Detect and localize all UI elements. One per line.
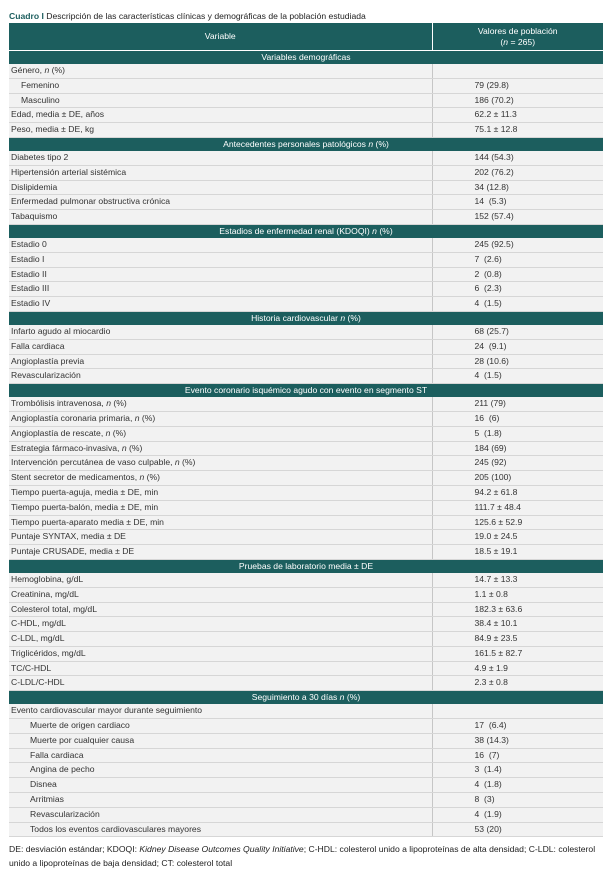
row-label [9, 617, 432, 632]
row-label-italic: n [121, 442, 127, 453]
row-label-text: Disnea [30, 779, 57, 790]
section-header-row [9, 224, 603, 238]
row-value [432, 78, 603, 93]
row-label-text: C-LDL/C-HDL [11, 677, 65, 688]
row-label-text: C-LDL, mg/dL [11, 633, 65, 644]
row-value-text: 28 (10.6) [474, 355, 509, 366]
row-label-text: Intervención percutánea de vaso culpable, [11, 457, 175, 468]
section-title-text: Pruebas de laboratorio media ± DE [238, 560, 374, 571]
table-row [9, 719, 603, 734]
section-title [9, 691, 603, 705]
row-label-text: Diabetes tipo 2 [11, 151, 69, 162]
header-values-open: ( [500, 36, 504, 47]
table-row [9, 515, 603, 530]
row-label [9, 763, 432, 778]
row-label-text: Todos los eventos cardiovasculares mayores [30, 823, 202, 834]
row-label-text: Enfermedad pulmonar obstructiva crónica [11, 196, 171, 207]
table-row [9, 573, 603, 587]
row-value [432, 165, 603, 180]
row-value-text: 4.9 ± 1.9 [474, 662, 508, 673]
header-values [432, 23, 603, 51]
row-label [9, 676, 432, 691]
row-value-text: 184 (69) [474, 442, 507, 453]
table-row [9, 252, 603, 267]
row-value [432, 93, 603, 108]
row-label-suffix: (%) [126, 442, 143, 453]
section-title-suffix: (%) [373, 138, 389, 149]
row-value-text: 8 (3) [474, 794, 495, 805]
row-value [432, 456, 603, 471]
header-row [9, 23, 603, 51]
row-label-text: Infarto agudo al miocardio [11, 325, 111, 336]
row-value-text: 152 (57.4) [474, 211, 514, 222]
section-title-text: Variables demográficas [261, 52, 351, 62]
row-label-text: Evento cardiovascular mayor durante seguimiento [11, 705, 203, 716]
row-value [432, 573, 603, 587]
table-row [9, 485, 603, 500]
row-label [9, 151, 432, 165]
row-value [432, 485, 603, 500]
row-value [432, 369, 603, 384]
footnote-italic: Kidney Disease Outcomes Quality Initiative [139, 844, 304, 855]
table-row [9, 210, 603, 225]
row-label-text: Muerte por cualquier causa [30, 734, 135, 745]
row-label [9, 471, 432, 486]
header-variable: Variable [9, 23, 432, 51]
table-row [9, 763, 603, 778]
row-value-text: 16 (6) [474, 412, 500, 423]
row-value [432, 441, 603, 456]
row-value-text: 144 (54.3) [474, 151, 514, 162]
row-label-text: Masculino [21, 94, 60, 105]
table-row [9, 704, 603, 718]
row-label-text: Peso, media ± DE, kg [11, 124, 95, 135]
row-value [432, 763, 603, 778]
row-label [9, 733, 432, 748]
row-label-text: Estadio IV [11, 298, 51, 309]
row-label-italic: n [134, 412, 140, 423]
caption-label: Cuadro I [9, 11, 44, 21]
row-value [432, 632, 603, 647]
row-label-text: Triglicéridos, mg/dL [11, 647, 86, 658]
section-header-row [9, 559, 603, 573]
table-row [9, 151, 603, 165]
row-label [9, 78, 432, 93]
table-row [9, 238, 603, 252]
table-row [9, 793, 603, 808]
row-label-text: Estadio II [11, 268, 47, 279]
table-row [9, 456, 603, 471]
table-row [9, 297, 603, 312]
table-container [9, 10, 603, 870]
row-value [432, 339, 603, 354]
table-row [9, 78, 603, 93]
row-value [432, 151, 603, 165]
row-value [432, 748, 603, 763]
row-value [432, 778, 603, 793]
row-label-suffix: (%) [110, 427, 127, 438]
table-row [9, 617, 603, 632]
row-label [9, 297, 432, 312]
table-row [9, 282, 603, 297]
row-label [9, 632, 432, 647]
row-label-text: Revascularización [30, 808, 100, 819]
table-row [9, 354, 603, 369]
row-label-text: Género, [11, 65, 45, 75]
row-label [9, 661, 432, 676]
row-value [432, 108, 603, 123]
row-value-text: 161.5 ± 82.7 [474, 647, 523, 658]
row-value [432, 426, 603, 441]
row-label [9, 587, 432, 602]
row-value-text: 182.3 ± 63.6 [474, 603, 523, 614]
table-row [9, 397, 603, 411]
table-row [9, 530, 603, 545]
row-value-text: 84.9 ± 23.5 [474, 633, 518, 644]
row-label [9, 180, 432, 195]
row-label-italic: n [106, 398, 111, 409]
row-value [432, 500, 603, 515]
row-label [9, 515, 432, 530]
table-row [9, 602, 603, 617]
table-row [9, 822, 603, 837]
row-value [432, 719, 603, 734]
row-value-text: 94.2 ± 61.8 [474, 486, 518, 497]
section-title [9, 224, 603, 238]
table-row [9, 411, 603, 426]
row-label [9, 397, 432, 411]
row-label [9, 573, 432, 587]
row-value-text: 24 (9.1) [474, 340, 507, 351]
caption-text: Descripción de las características clínicas y demográficas de la población estudiada [46, 11, 366, 21]
row-value-text: 34 (12.8) [474, 181, 509, 192]
row-label-suffix: (%) [144, 472, 161, 483]
row-label-text: Femenino [21, 79, 60, 90]
row-label-text: TC/C-HDL [11, 662, 52, 673]
row-label-text: Edad, media ± DE, años [11, 109, 105, 120]
footnote-text-1: DE: desviación estándar; KDOQI: [9, 844, 140, 855]
row-value-text: 17 (6.4) [474, 720, 507, 731]
table-row [9, 267, 603, 282]
row-value-text: 111.7 ± 48.4 [474, 501, 521, 512]
section-title [9, 384, 603, 398]
row-label [9, 793, 432, 808]
row-value [432, 252, 603, 267]
row-label [9, 339, 432, 354]
row-value-text: 125.6 ± 52.9 [474, 516, 523, 527]
row-label [9, 411, 432, 426]
row-value-text: 4 (1.5) [474, 298, 502, 309]
table-row [9, 441, 603, 456]
row-value-text: 245 (92) [474, 457, 507, 468]
row-value [432, 238, 603, 252]
row-value-text: 245 (92.5) [474, 238, 514, 249]
row-label [9, 123, 432, 138]
row-label-text: Estadio III [11, 283, 50, 294]
row-label [9, 325, 432, 339]
row-label [9, 238, 432, 252]
row-value-text: 6 (2.3) [474, 283, 502, 294]
row-value-text: 4 (1.5) [474, 370, 502, 381]
row-label [9, 441, 432, 456]
row-value-text: 79 (29.8) [474, 79, 509, 90]
row-label-text: Tiempo puerta-aguja, media ± DE, min [11, 486, 159, 497]
section-title [9, 137, 603, 151]
table-row [9, 426, 603, 441]
row-value-text: 16 (7) [474, 749, 500, 760]
row-value-text: 202 (76.2) [474, 166, 514, 177]
row-label-text: Creatinina, mg/dL [11, 588, 79, 599]
row-value [432, 676, 603, 691]
table-row [9, 339, 603, 354]
row-label [9, 282, 432, 297]
row-value [432, 267, 603, 282]
table-row [9, 325, 603, 339]
header-values-n: n [503, 36, 509, 47]
row-value-text: 186 (70.2) [474, 94, 514, 105]
row-label-text: C-HDL, mg/dL [11, 618, 66, 629]
row-label [9, 93, 432, 108]
section-title-text: Historia cardiovascular [251, 312, 341, 323]
row-value-text: 75.1 ± 12.8 [474, 124, 518, 135]
row-value [432, 602, 603, 617]
row-value-text: 18.5 ± 19.1 [474, 546, 518, 557]
row-value-text: 62.2 ± 11.3 [474, 109, 517, 120]
row-label-text: Stent secretor de medicamentos, [11, 472, 140, 483]
table-row [9, 180, 603, 195]
row-value-text: 1.1 ± 0.8 [474, 588, 508, 599]
footnote [9, 843, 605, 870]
row-value [432, 210, 603, 225]
row-value-text: 38 (14.3) [474, 734, 509, 745]
row-value [432, 807, 603, 822]
row-value [432, 282, 603, 297]
header-values-line1: Valores de población [477, 25, 558, 36]
row-label [9, 545, 432, 560]
row-label [9, 778, 432, 793]
row-value-text: 4 (1.9) [474, 808, 502, 819]
row-label [9, 108, 432, 123]
table-row [9, 587, 603, 602]
row-label-text: Trombólisis intravenosa, [11, 398, 107, 409]
table-row [9, 676, 603, 691]
section-title-italic: n [340, 312, 346, 323]
row-label-suffix: (%) [179, 457, 196, 468]
section-title-suffix: (%) [345, 312, 361, 323]
row-value-text: 205 (100) [474, 472, 512, 483]
row-value-text: 7 (2.6) [474, 253, 502, 264]
table-row [9, 646, 603, 661]
row-value-text: 38.4 ± 10.1 [474, 618, 518, 629]
row-label-text: Tabaquismo [11, 211, 58, 222]
row-value [432, 515, 603, 530]
row-value [432, 180, 603, 195]
row-label-text: Tiempo puerta-balón, media ± DE, min [11, 501, 159, 512]
section-title-suffix: (%) [376, 225, 393, 236]
row-label [9, 530, 432, 545]
row-value [432, 793, 603, 808]
table-row [9, 369, 603, 384]
table-row [9, 108, 603, 123]
row-label [9, 748, 432, 763]
row-label-italic: n [139, 472, 145, 483]
row-value-text: 19.0 ± 24.5 [474, 531, 518, 542]
row-value [432, 64, 603, 78]
section-title-italic: n [372, 225, 377, 236]
row-value [432, 297, 603, 312]
table-row [9, 500, 603, 515]
row-label-text: Estadio I [11, 253, 45, 264]
row-label [9, 64, 432, 78]
table-row [9, 471, 603, 486]
row-label-suffix: (%) [49, 65, 65, 75]
row-value-text: 5 (1.8) [474, 427, 502, 438]
row-label [9, 485, 432, 500]
data-table [9, 23, 603, 837]
row-label [9, 822, 432, 837]
row-value-text: 68 (25.7) [474, 325, 509, 336]
table-row [9, 661, 603, 676]
row-label-text: Muerte de origen cardiaco [30, 720, 130, 731]
table-row [9, 195, 603, 210]
row-value [432, 661, 603, 676]
row-label [9, 602, 432, 617]
row-value [432, 354, 603, 369]
row-value-text: 2 (0.8) [474, 268, 502, 279]
row-label [9, 646, 432, 661]
row-label-text: Angioplastía previa [11, 355, 85, 366]
row-value [432, 123, 603, 138]
row-label [9, 456, 432, 471]
row-value [432, 822, 603, 837]
section-title-text: Antecedentes personales patológicos [223, 138, 369, 149]
row-label [9, 719, 432, 734]
row-label [9, 252, 432, 267]
row-value-text: 3 (1.4) [474, 764, 502, 775]
row-label [9, 195, 432, 210]
row-label-text: Puntaje SYNTAX, media ± DE [11, 531, 126, 542]
section-header-row [9, 384, 603, 398]
row-value [432, 471, 603, 486]
section-header-row [9, 51, 603, 65]
row-value [432, 411, 603, 426]
row-value [432, 704, 603, 718]
row-value [432, 325, 603, 339]
header-values-close: = 265) [508, 36, 536, 47]
row-label [9, 704, 432, 718]
section-title [9, 311, 603, 325]
table-row [9, 807, 603, 822]
row-value [432, 397, 603, 411]
section-header-row [9, 137, 603, 151]
row-label [9, 807, 432, 822]
row-label-text: Arritmias [30, 794, 64, 805]
row-label-suffix: (%) [139, 412, 156, 423]
row-label [9, 500, 432, 515]
table-row [9, 778, 603, 793]
footnote-text-2: ; C-HDL: colesterol unido a lipoproteínas de alta densidad; C-LDL: colesterol unido a lipoproteínas de baja densidad; CT: colesterol total [9, 844, 596, 868]
table-row [9, 64, 603, 78]
table-row [9, 93, 603, 108]
row-label-text: Estrategia fármaco-invasiva, [11, 442, 122, 453]
row-value-text: 2.3 ± 0.8 [474, 677, 508, 688]
table-row [9, 632, 603, 647]
row-label [9, 267, 432, 282]
row-label-italic: n [174, 457, 180, 468]
row-label-italic: n [44, 65, 50, 75]
row-label-text: Revascularización [11, 370, 81, 381]
table-caption [9, 10, 603, 23]
section-title-italic: n [339, 692, 345, 703]
row-value-text: 211 (79) [474, 398, 506, 409]
row-label-text: Angina de pecho [30, 764, 95, 775]
row-value-text: 53 (20) [474, 823, 502, 834]
row-label-text: Dislipidemia [11, 181, 58, 192]
row-label-suffix: (%) [110, 398, 127, 409]
table-row [9, 165, 603, 180]
row-label-text: Falla cardiaca [30, 749, 84, 760]
row-value-text: 14 (5.3) [474, 196, 507, 207]
row-value-text: 4 (1.8) [474, 779, 502, 790]
row-value [432, 733, 603, 748]
table-row [9, 123, 603, 138]
section-title-text: Evento coronario isquémico agudo con evento en segmento ST [184, 385, 428, 396]
row-value [432, 617, 603, 632]
table-body [9, 51, 603, 837]
row-value-text: 14.7 ± 13.3 [474, 573, 518, 584]
row-value [432, 530, 603, 545]
row-label-italic: n [105, 427, 111, 438]
section-title-text: Estadios de enfermedad renal (KDOQI) [219, 225, 373, 236]
section-title-italic: n [368, 138, 374, 149]
section-header-row [9, 311, 603, 325]
row-label [9, 165, 432, 180]
row-value [432, 195, 603, 210]
section-title [9, 51, 603, 65]
row-label-text: Colesterol total, mg/dL [11, 603, 97, 614]
table-row [9, 733, 603, 748]
row-label-text: Hemoglobina, g/dL [11, 573, 84, 584]
table-row [9, 545, 603, 560]
row-label-text: Puntaje CRUSADE, media ± DE [11, 546, 135, 557]
row-value [432, 587, 603, 602]
row-label [9, 369, 432, 384]
row-label [9, 426, 432, 441]
section-header-row [9, 691, 603, 705]
section-title [9, 559, 603, 573]
row-label-text: Falla cardiaca [11, 340, 65, 351]
row-value [432, 646, 603, 661]
row-label-text: Hipertensión arterial sistémica [11, 166, 127, 177]
row-label [9, 210, 432, 225]
row-label-text: Estadio 0 [11, 238, 47, 249]
section-title-suffix: (%) [344, 692, 361, 703]
row-value [432, 545, 603, 560]
row-label-text: Tiempo puerta-aparato media ± DE, min [11, 516, 164, 527]
row-label [9, 354, 432, 369]
section-title-text: Seguimiento a 30 días [251, 692, 340, 703]
row-label-text: Angioplastía de rescate, [11, 427, 106, 438]
row-label-text: Angioplastía coronaria primaria, [11, 412, 135, 423]
table-row [9, 748, 603, 763]
